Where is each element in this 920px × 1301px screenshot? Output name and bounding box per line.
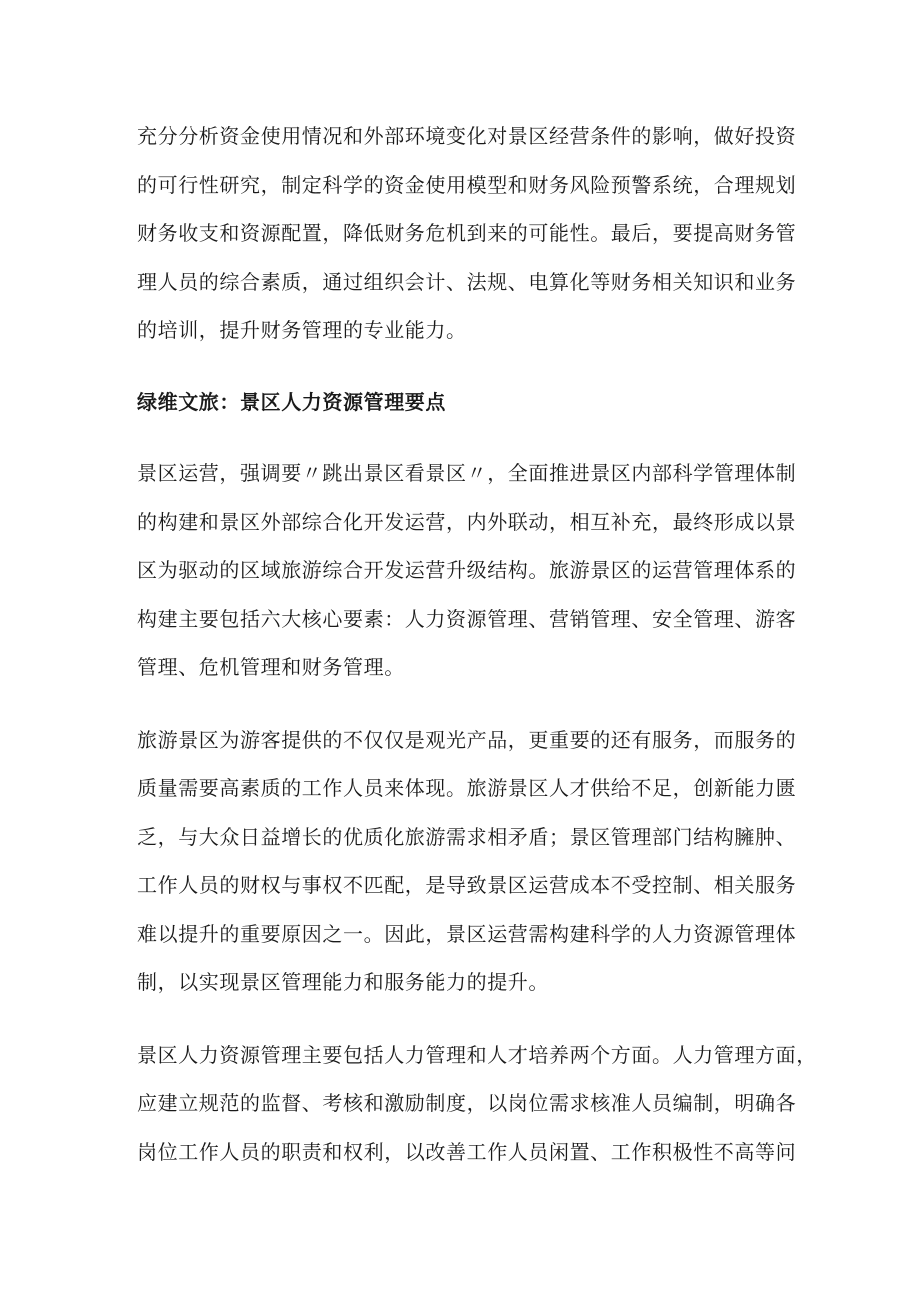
text-line: 景区人力资源管理主要包括人力管理和人才培养两个方面。人力管理方面， [137, 1042, 817, 1067]
text-line: 岗位工作人员的职责和权利，以改善工作人员闲置、工作积极性不高等问 [137, 1139, 797, 1164]
text-line: 难以提升的重要原因之一。因此，景区运营需构建科学的人力资源管理体 [137, 921, 797, 946]
text-line: 景区运营，强调要〃跳出景区看景区〃，全面推进景区内部科学管理体制 [137, 461, 797, 485]
text-line: 工作人员的财权与事权不匹配，是导致景区运营成本不受控制、相关服务 [137, 873, 797, 897]
text-line: 区为驱动的区域旅游综合开发运营升级结构。旅游景区的运营管理体系的 [137, 558, 797, 582]
text-line: 制，以实现景区管理能力和服务能力的提升。 [137, 970, 549, 994]
text-line: 乏，与大众日益增长的优质化旅游需求相矛盾；景区管理部门结构臃肿、 [137, 824, 797, 849]
text-line: 充分分析资金使用情况和外部环境变化对景区经营条件的影响，做好投资 [137, 124, 797, 148]
paragraph-service-quality [137, 716, 797, 1007]
text-line: 质量需要高素质的工作人员来体现。旅游景区人才供给不足，创新能力匮 [137, 776, 797, 800]
text-line: 的培训，提升财务管理的专业能力。 [137, 318, 467, 342]
section-heading: 绿维文旅：景区人力资源管理要点 [137, 389, 446, 414]
text-line: 管理、危机管理和财务管理。 [137, 655, 405, 679]
text-line: 的可行性研究，制定科学的资金使用模型和财务风险预警系统，合理规划 [137, 172, 797, 197]
text-line: 理人员的综合素质，通过组织会计、法规、电算化等财务相关知识和业务 [137, 269, 797, 294]
text-line: 旅游景区为游客提供的不仅仅是观光产品，更重要的还有服务，而服务的 [137, 727, 797, 752]
paragraph-financial-management [137, 112, 797, 355]
document-page [137, 112, 817, 1176]
paragraph-operations-overview [137, 449, 797, 692]
paragraph-hr-management [137, 1031, 817, 1177]
text-line: 财务收支和资源配置，降低财务危机到来的可能性。最后，要提高财务管 [137, 221, 797, 245]
text-line: 构建主要包括六大核心要素：人力资源管理、营销管理、安全管理、游客 [137, 606, 797, 631]
text-line: 的构建和景区外部综合化开发运营，内外联动，相互补充，最终形成以景 [137, 509, 797, 534]
text-line: 应建立规范的监督、考核和激励制度，以岗位需求核准人员编制，明确各 [137, 1091, 797, 1115]
